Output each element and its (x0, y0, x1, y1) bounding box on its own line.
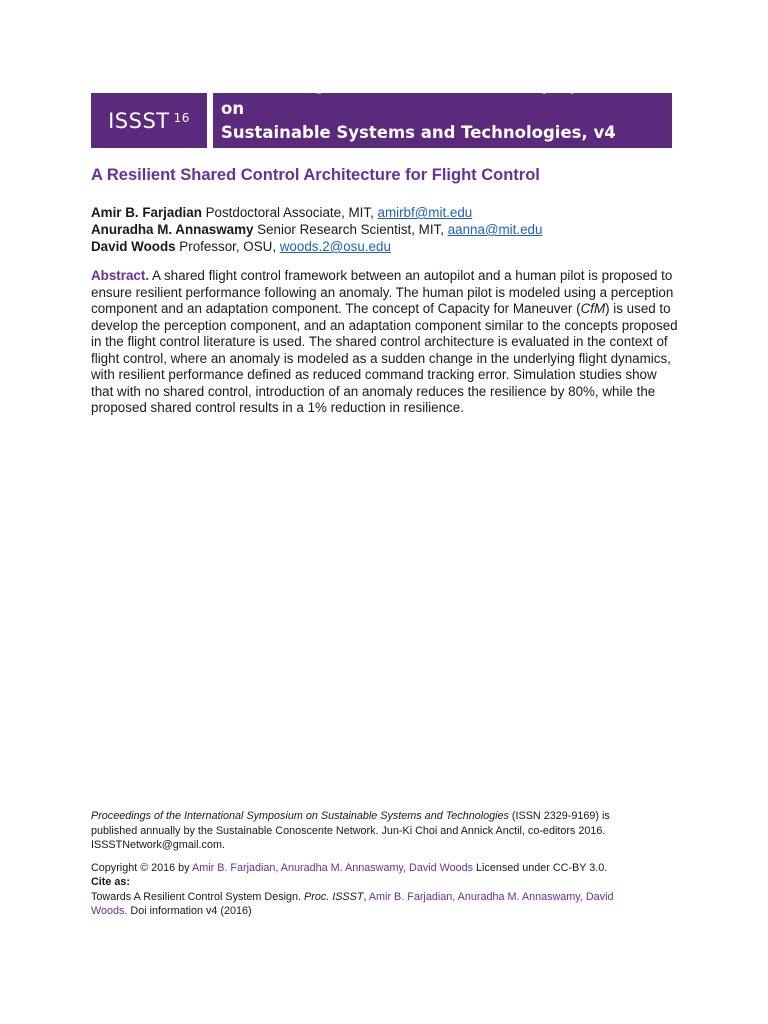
author-line (91, 204, 691, 221)
footer-notes (91, 809, 651, 919)
abstract-text-part2: ) is used to develop the perception component, and an adaptation component similar to the concepts proposed in the flight control literature is used. The shared control architecture is evaluated in the context of flight control, where an anomaly is modeled as a sudden change in the underlying flight dynamics, with resilient performance defined as reduced command tracking error. Simulation studies show that with no shared control, introduction of an anomaly reduces the resilience by 80%, while the proposed shared control results in a 1% reduction in resilience. (91, 301, 678, 415)
proceedings-note (91, 809, 651, 853)
cite-authors: Amir B. Farjadian, Anuradha M. Annaswamy, David Woods. (91, 890, 614, 917)
proceedings-note-rest: (ISSN 2329-9169) is published annually by the Sustainable Conoscente Network. Jun-Ki Choi and Annick Anctil, co-editors 2016. ISSSTNetwork@gmail.com. (91, 810, 610, 851)
issst-logo (91, 93, 207, 148)
abstract-label: Abstract. (91, 268, 150, 283)
cite-label-text: Cite as: (91, 876, 131, 888)
author-email-link[interactable]: amirbf@mit.edu (377, 205, 473, 220)
author-name: Amir B. Farjadian (91, 205, 202, 220)
citation (91, 890, 651, 919)
cite-prefix: Towards A Resilient Control System Design. (91, 890, 305, 903)
abstract-text-part1: A shared flight control framework between an autopilot and a human pilot is proposed to ensure resilient performance following an anomaly. The human pilot is modeled using a perception component and an adaptation component. The concept of Capacity for Maneuver ( (91, 268, 674, 316)
proceedings-note-italic: Proceedings of the International Symposium on Sustainable Systems and Technologies (91, 810, 509, 822)
author-line (91, 238, 691, 255)
author-name: David Woods (91, 239, 176, 254)
author-email-link[interactable]: woods.2@osu.edu (279, 239, 391, 254)
author-name: Anuradha M. Annaswamy (91, 222, 254, 237)
author-role: Postdoctoral Associate, MIT, (201, 205, 378, 220)
author-role: Professor, OSU, (175, 239, 280, 254)
copyright-note (91, 861, 651, 876)
author-role: Senior Research Scientist, MIT, (253, 222, 448, 237)
cite-comma: , (363, 890, 369, 903)
author-email-link[interactable]: aanna@mit.edu (447, 222, 543, 237)
paper-title: A Resilient Shared Control Architecture for Flight Control (91, 166, 540, 184)
cite-label (91, 875, 651, 890)
abstract-cfm-term: CfM (580, 301, 606, 316)
proceedings-title (213, 74, 672, 166)
copyright-prefix: Copyright © 2016 by (91, 861, 192, 874)
cite-proc: Proc. ISSST (304, 890, 364, 903)
cite-suffix: Doi information v4 (2016) (127, 905, 252, 917)
proceedings-title-line1: Proceedings of the International Symposium on (221, 74, 637, 118)
copyright-suffix: Licensed under CC-BY 3.0. (473, 861, 608, 874)
proceedings-title-line2: Sustainable Systems and Technologies, v4 (2016) (221, 122, 616, 166)
header-banner (91, 74, 672, 166)
logo-superscript: 16 (173, 110, 190, 125)
abstract (91, 268, 679, 417)
author-list (91, 204, 691, 255)
logo-text: ISSST (108, 108, 170, 133)
author-line (91, 221, 691, 238)
copyright-authors: Amir B. Farjadian, Anuradha M. Annaswamy, David Woods (192, 861, 474, 874)
